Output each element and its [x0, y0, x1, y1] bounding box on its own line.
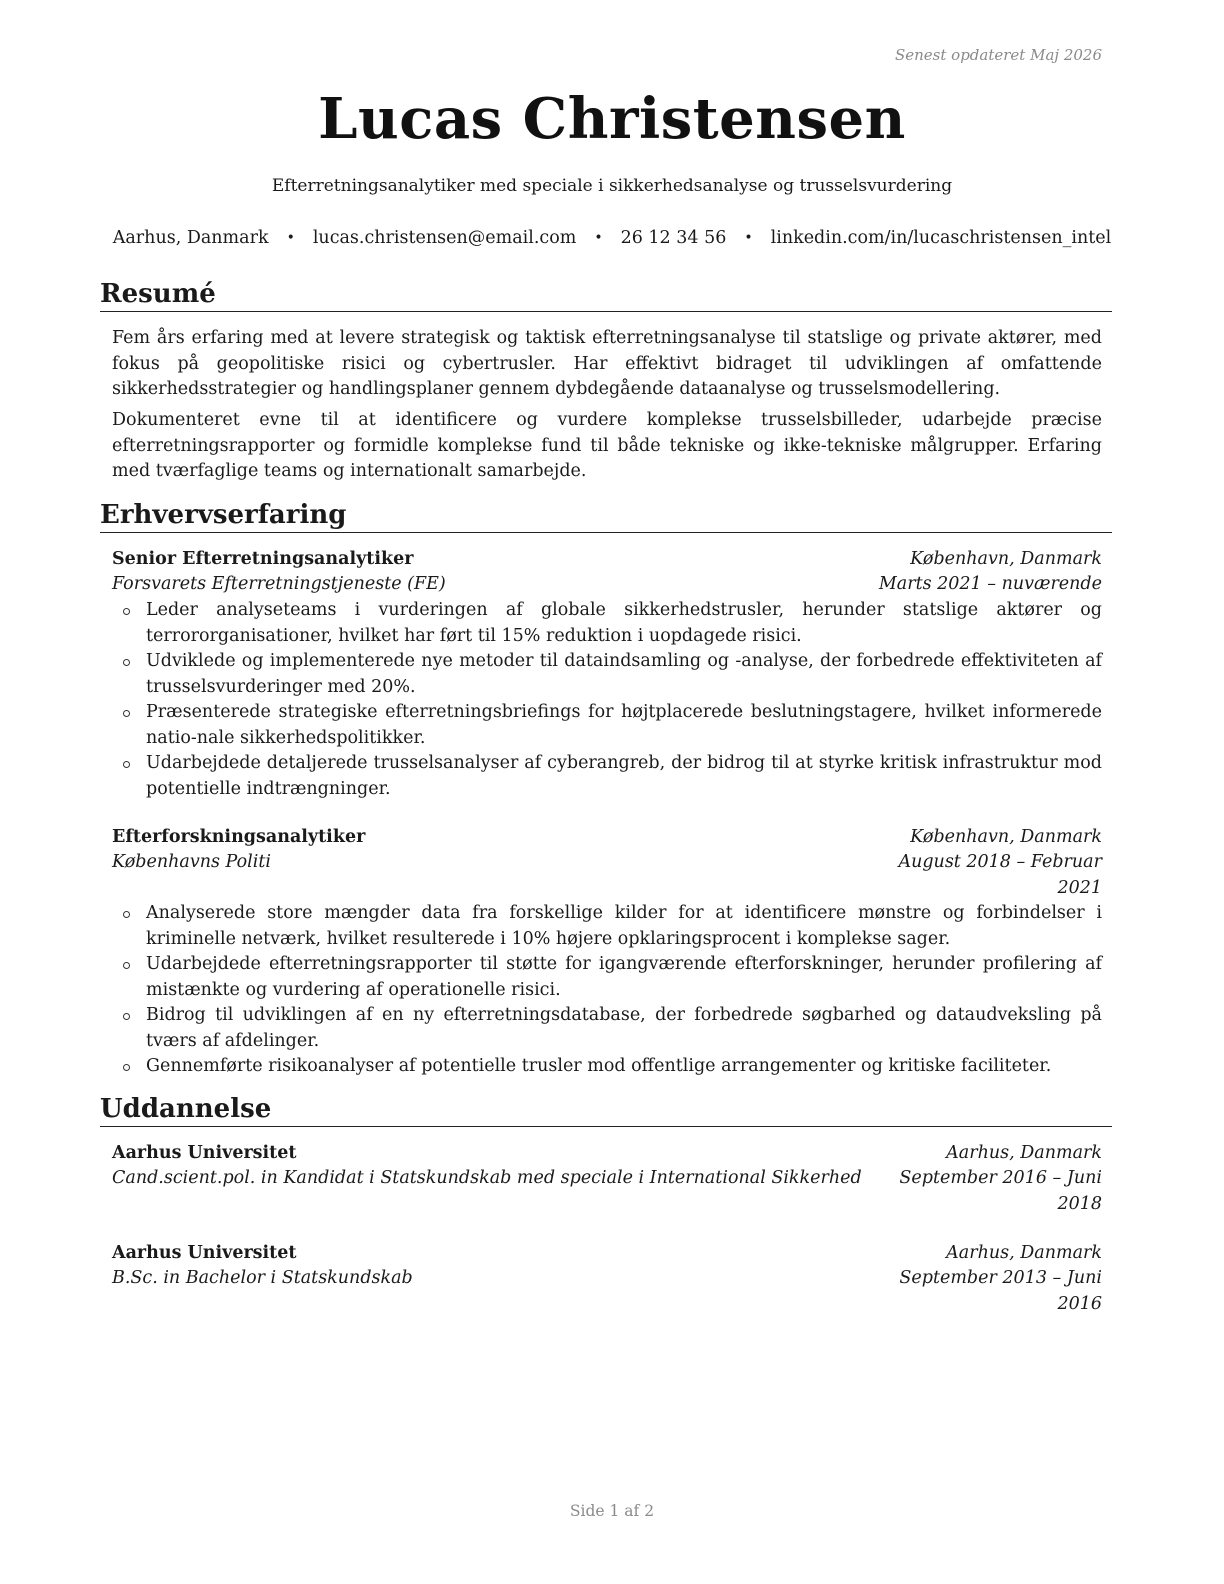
degree: Cand.scient.pol. in Kandidat i Statskundskab med speciale i International Sikkerhed — [112, 1168, 862, 1188]
job-subheader — [112, 572, 1102, 598]
education-dates-line: September 2016 – Juni — [899, 1168, 1102, 1188]
job-role: Senior Efterretningsanalytiker — [112, 549, 414, 569]
bullet-separator-icon: • — [594, 230, 603, 246]
education-dates-line: 2016 — [1057, 1293, 1102, 1314]
bullet-text: Bidrog til udviklingen af en ny efterretningsdatabase, der forbedrede søgbarhed og dataudveksling på tværs af afdelinger. — [146, 1005, 1102, 1051]
contact-email[interactable]: lucas.christensen@email.com — [312, 228, 577, 248]
bullet-text: Analyserede store mængder data fra forskellige kilder for at identificere mønstre og forbindelser i kriminelle netværk, hvilket resulterede i 10% højere opklaringsprocent i komplekse sager. — [146, 903, 1102, 949]
list-item — [112, 700, 1102, 751]
circle-bullet-icon — [123, 1013, 130, 1020]
page-number: Side 1 af 2 — [569, 1502, 655, 1520]
education-dates-line: September 2013 – Juni — [899, 1268, 1102, 1288]
bullet-text: Præsenterede strategiske efterretningsbriefings for højtplacerede beslutningstagere, hvilket informerede natio-nale sikkerhedspolitikker. — [146, 702, 1102, 748]
education-header — [112, 1241, 1102, 1267]
bullet-separator-icon: • — [286, 230, 295, 246]
job-subheader — [112, 850, 1102, 901]
last-updated: Senest opdateret Maj 2026 — [894, 46, 1102, 64]
section-title-summary: Resumé — [100, 278, 1112, 312]
list-item — [112, 952, 1102, 1003]
job-dates-line: 2021 — [1057, 877, 1102, 898]
section-title-education: Uddannelse — [100, 1093, 1112, 1127]
circle-bullet-icon — [123, 608, 130, 615]
circle-bullet-icon — [123, 962, 130, 969]
degree: B.Sc. in Bachelor i Statskundskab — [112, 1268, 413, 1288]
job-location: København, Danmark — [910, 827, 1102, 847]
education-header — [112, 1141, 1102, 1167]
contact-phone: 26 12 34 56 — [620, 228, 727, 248]
contact-location: Aarhus, Danmark — [112, 228, 269, 248]
job-dates — [898, 850, 1102, 901]
bullet-text: Udarbejdede efterretningsrapporter til støtte for igangværende efterforskninger, herunder profilering af mistænkte og vurdering af operationelle risici. — [146, 954, 1102, 1000]
bullet-text: Udarbejdede detaljerede trusselsanalyser af cyberangreb, der bidrog til at styrke kritisk infrastruktur mod potentielle indtrængninger. — [146, 753, 1102, 799]
education-subheader — [112, 1166, 1102, 1217]
candidate-name: Lucas Christensen — [318, 86, 906, 152]
circle-bullet-icon — [123, 659, 130, 666]
education-dates-line: 2018 — [1057, 1193, 1102, 1214]
circle-bullet-icon — [123, 761, 130, 768]
job-dates: Marts 2021 – nuværende — [878, 574, 1102, 594]
job-header — [112, 825, 1102, 851]
section-title-experience: Erhvervserfaring — [100, 499, 1112, 533]
school-name: Aarhus Universitet — [112, 1143, 297, 1163]
list-item — [112, 901, 1102, 952]
education-dates — [899, 1166, 1102, 1217]
education-dates — [899, 1266, 1102, 1317]
school-name: Aarhus Universitet — [112, 1243, 297, 1263]
job-organization: Københavns Politi — [112, 852, 271, 872]
list-item — [112, 598, 1102, 649]
job-organization: Forsvarets Efterretningstjeneste (FE) — [112, 574, 446, 594]
circle-bullet-icon — [123, 1064, 130, 1071]
job-location: København, Danmark — [910, 549, 1102, 569]
circle-bullet-icon — [123, 710, 130, 717]
summary-paragraph: Fem års erfaring med at levere strategisk og taktisk efterretningsanalyse til statslige og private aktører, med fokus på geopolitiske risici og cybertrusler. Har effektivt bidraget til udviklingen af omfattende sikkerhedsstrategier og handlingsplaner gennem dybdegående dataanalyse og trusselsmodellering. — [112, 328, 1102, 399]
bullet-text: Leder analyseteams i vurderingen af globale sikkerhedstrusler, herunder statslige aktører og terrororganisationer, hvilket har ført til 15% reduktion i uopdagede risici. — [146, 600, 1102, 646]
education-subheader — [112, 1266, 1102, 1317]
school-location: Aarhus, Danmark — [946, 1243, 1102, 1263]
list-item — [112, 649, 1102, 700]
contact-line — [0, 228, 1224, 248]
job-header — [112, 547, 1102, 573]
school-location: Aarhus, Danmark — [946, 1143, 1102, 1163]
tagline: Efterretningsanalytiker med speciale i sikkerhedsanalyse og trusselsvurdering — [271, 176, 953, 196]
job-role: Efterforskningsanalytiker — [112, 827, 366, 847]
job-bullets — [112, 901, 1102, 1080]
bullet-separator-icon: • — [744, 230, 753, 246]
summary-paragraph: Dokumenteret evne til at identificere og vurdere komplekse trusselsbilleder, udarbejde præcise efterretningsrapporter og formidle komplekse fund til både tekniske og ikke-tekniske målgrupper. Erfaring med tværfaglige teams og internationalt samarbejde. — [112, 410, 1102, 481]
job-bullets — [112, 598, 1102, 802]
list-item — [112, 751, 1102, 802]
contact-linkedin[interactable]: linkedin.com/in/lucaschristensen_intel — [770, 228, 1112, 248]
circle-bullet-icon — [123, 911, 130, 918]
bullet-text: Gennemførte risikoanalyser af potentielle trusler mod offentlige arrangementer og kritiske faciliteter. — [146, 1056, 1052, 1076]
list-item — [112, 1054, 1102, 1080]
job-dates-line: August 2018 – Februar — [898, 852, 1102, 872]
bullet-text: Udviklede og implementerede nye metoder til dataindsamling og -analyse, der forbedrede effektiviteten af trusselsvurderinger med 20%. — [146, 651, 1102, 697]
list-item — [112, 1003, 1102, 1054]
